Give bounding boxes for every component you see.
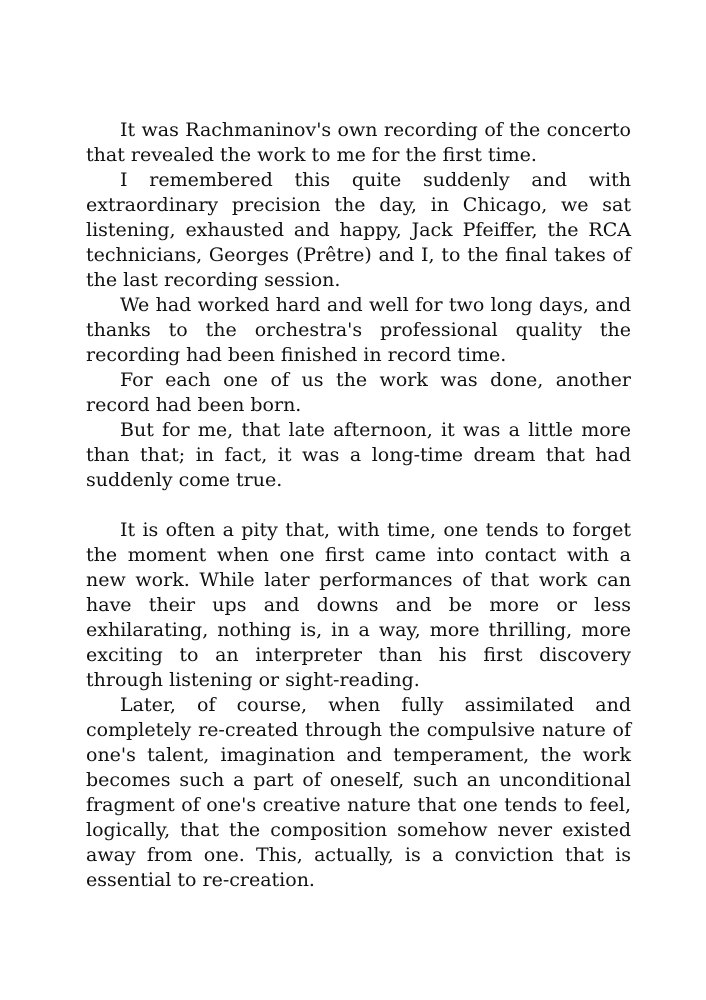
paragraph: It was Rachmaninov's own recording of the concerto that revealed the work to me for the first time. <box>86 119 631 166</box>
document-body <box>86 118 631 893</box>
paragraph: Later, of course, when fully assimilated and completely re-created through the compulsive nature of one's talent, imagination and temperament, the work becomes such a part of oneself, such an unconditional fragment of one's creative nature that one tends to feel, logically, that the composition somehow never existed away from one. This, actually, is a conviction that is essential to re-creation. <box>86 694 631 891</box>
paragraph: We had worked hard and well for two long days, and thanks to the orchestra's professional quality the recording had been finished in record time. <box>86 294 631 366</box>
paragraph: I remembered this quite suddenly and with extraordinary precision the day, in Chicago, we sat listening, exhausted and happy, Jack Pfeiffer, the RCA technicians, Georges (Prêtre) and I, to the final takes of the last recording session. <box>86 169 631 291</box>
paragraph: For each one of us the work was done, another record had been born. <box>86 369 631 416</box>
paragraph: But for me, that late afternoon, it was a little more than that; in fact, it was a long-time dream that had suddenly come true. <box>86 419 631 491</box>
paragraph: It is often a pity that, with time, one tends to forget the moment when one first came into contact with a new work. While later performances of that work can have their ups and downs and be more or less exhilarating, nothing is, in a way, more thrilling, more exciting to an interpreter than his first discovery through listening or sight-reading. <box>86 519 631 691</box>
